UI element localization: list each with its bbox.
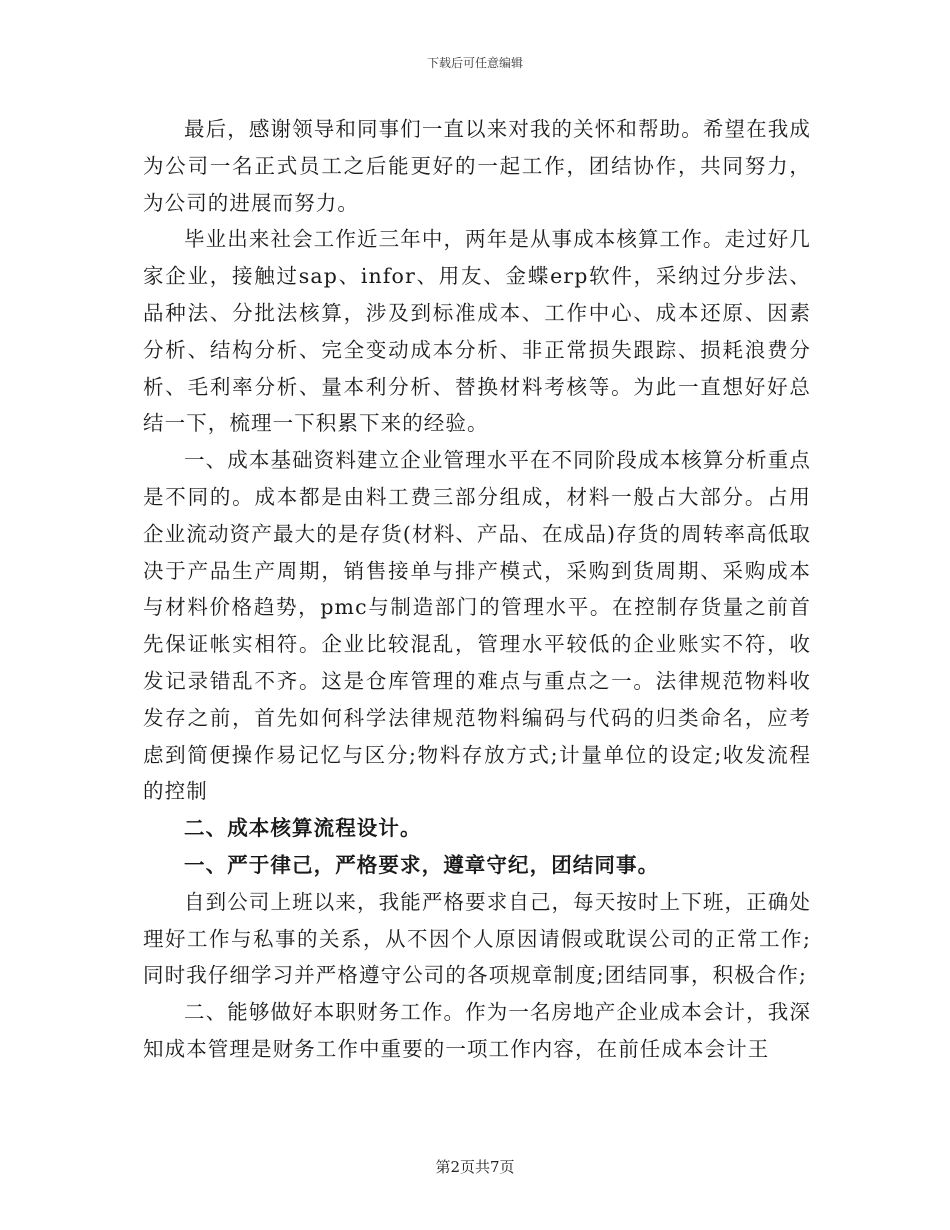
heading-cost-process: 二、成本核算流程设计。 [184, 816, 422, 841]
paragraph-experience: 毕业出来社会工作近三年中，两年是从事成本核算工作。走过好几家企业，接触过sap、infor、用友、金蝶erp软件，采纳过分步法、品种法、分批法核算，涉及到标准成本、工作中心、成本还原、因素分析、结构分析、完全变动成本分析、非正常损失跟踪、损耗浪费分析、毛利率分析、量本利分析、替换材料考核等。为此一直想好好总结一下，梳理一下积累下来的经验。 [143, 227, 811, 436]
heading-discipline: 一、严于律己，严格要求，遵章守纪，团结同事。 [184, 852, 660, 877]
paragraph-discipline: 自到公司上班以来，我能严格要求自己，每天按时上下班，正确处理好工作与私事的关系，从不因个人原因请假或耽误公司的正常工作;同时我仔细学习并严格遵守公司的各项规章制度;团结同事，积极合作; [143, 889, 811, 988]
page-header: 下载后可任意编辑 [426, 56, 523, 70]
paragraph-thanks: 最后，感谢领导和同事们一直以来对我的关怀和帮助。希望在我成为公司一名正式员工之后能更好的一起工作，团结协作，共同努力，为公司的进展而努力。 [143, 117, 811, 215]
paragraph-cost-basics: 一、成本基础资料建立企业管理水平在不同阶段成本核算分析重点是不同的。成本都是由料工费三部分组成，材料一般占大部分。占用企业流动资产最大的是存货(材料、产品、在成品)存货的周转率高低取决于产品生产周期，销售接单与排产模式，采购到货周期、采购成本与材料价格趋势，pmc与制造部门的管理水平。在控制存货量之前首先保证帐实相符。企业比较混乱，管理水平较低的企业账实不符，收发记录错乱不齐。这是仓库管理的难点与重点之一。法律规范物料收发存之前，首先如何科学法律规范物料编码与代码的归类命名，应考虑到简便操作易记忆与区分;物料存放方式;计量单位的设定;收发流程的控制 [143, 448, 811, 804]
page-number: 第2页共7页 [435, 1158, 515, 1176]
paragraph-finance-work: 二、能够做好本职财务工作。作为一名房地产企业成本会计，我深知成本管理是财务工作中重要的一项工作内容，在前任成本会计王 [143, 1000, 811, 1061]
document-body [143, 111, 811, 1068]
